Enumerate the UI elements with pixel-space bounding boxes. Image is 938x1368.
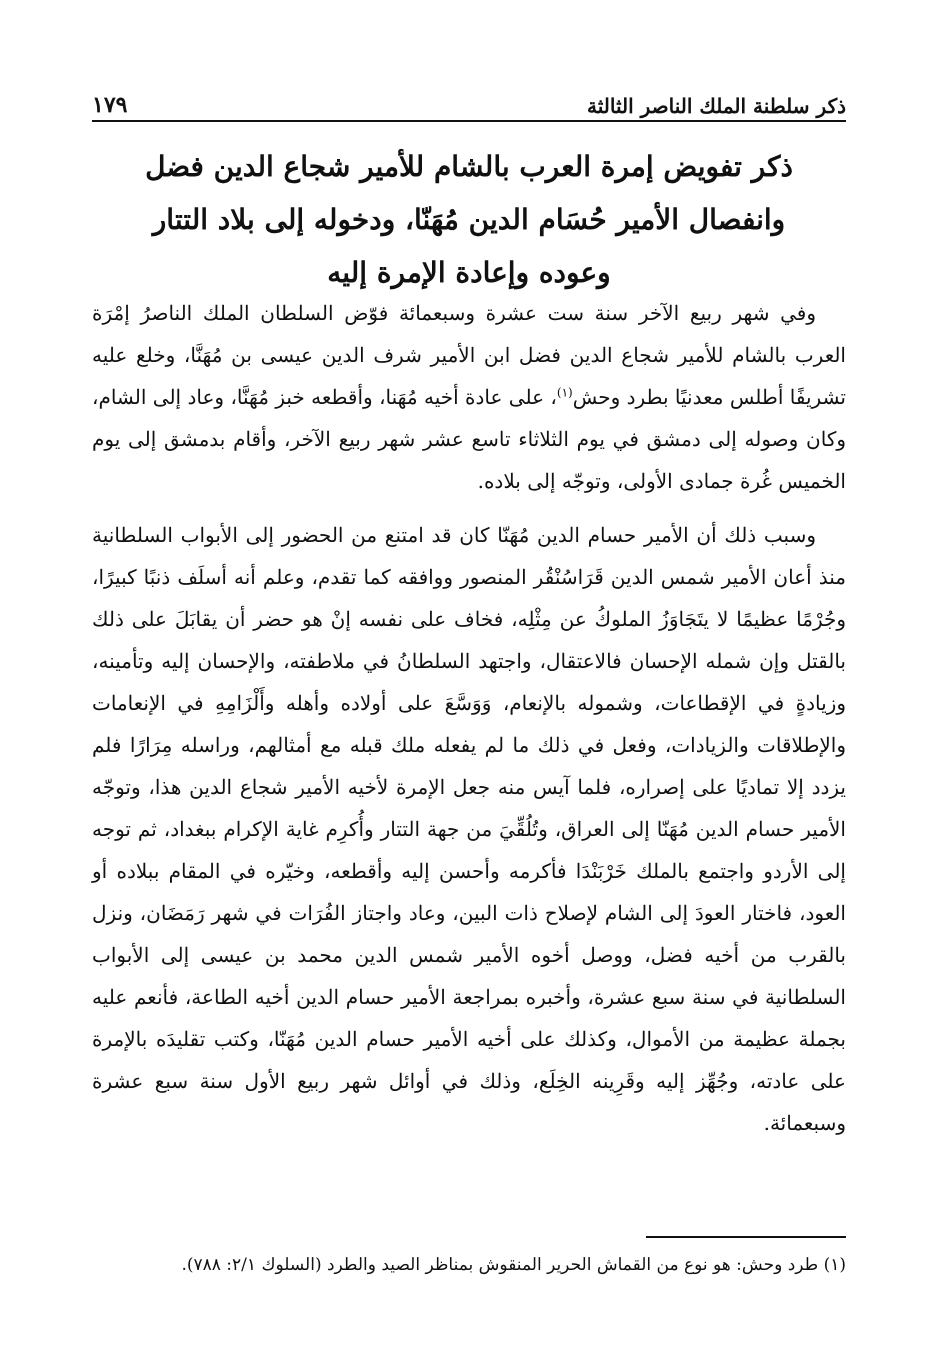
title-line: وعوده وإعادة الإمرة إليه (327, 256, 611, 289)
body-text (92, 292, 846, 1144)
section-title (110, 140, 828, 299)
running-title: ذكر سلطنة الملك الناصر الثالثة (587, 94, 846, 118)
page-number: ١٧٩ (92, 92, 128, 118)
header-rule (92, 120, 846, 122)
paragraph-text: وفي شهر ربيع الآخر سنة ست عشرة وسبعمائة فوّض السلطان الملك الناصرُ إمْرَة العرب بالشام للأمير شجاع الدين فضل ابن الأمير شرف الدين عيسى بن مُهَنَّا، وخلع عليه تشريفًا أطلس معدنيًا بطرد وحش (92, 301, 847, 409)
title-line: ذكر تفويض إمرة العرب بالشام للأمير شجاع الدين فضل (145, 150, 793, 183)
paragraph (92, 292, 846, 502)
title-line: وانفصال الأمير حُسَام الدين مُهَنّا، ودخوله إلى بلاد التتار (152, 203, 786, 236)
paragraph: وسبب ذلك أن الأمير حسام الدين مُهَنّا كان قد امتنع من الحضور إلى الأبواب السلطانية منذ أعان الأمير شمس الدين قَرَاسُنْقُر المنصور ووافقه كما تقدم، وعلم أنه أسلَف ذنبًا كبيرًا، وجُرْمًا عظيمًا لا يتَجَاوَزُ الملوكُ عن مِثْلِه، فخاف على نفسه إنْ هو حضر أن يقابَلَ على ذلك بالقتل وإن شمله الإحسان فالاعتقال، واجتهد السلطانُ في ملاطفته، والإحسان إليه وتأمينه، وزيادةٍ في الإقطاعات، وشموله بالإنعام، وَوَسَّعَ على أولاده وأهله وأَلْزَامِهِ في الإنعامات والإطلاقات والزيادات، وفعل في ذلك ما لم يفعله ملك قبله مع أمثالهم، وراسله مِرَارًا فلم يزدد إلا تماديًا على إصراره، فلما آيس منه جعل الإمرة لأخيه الأمير شجاع الدين هذا، وتوجّه الأمير حسام الدين مُهَنّا إلى العراق، وتُلُقِّيَ من جهة التتار وأُكرِم غاية الإكرام ببغداد، ثم توجه إلى الأردو واجتمع بالملك خَرْبَنْدَا فأكرمه وأحسن إليه وأقطعه، وخيّره في المقام ببلاده أو العود، فاختار العودَ إلى الشام لإصلاح ذات البين، وعاد واجتاز الفُرَات في شهر رَمَضَان، ونزل بالقرب من أخيه فضل، ووصل أخوه الأمير شمس الدين محمد بن عيسى إلى الأبواب السلطانية في سنة سبع عشرة، وأخبره بمراجعة الأمير حسام الدين أخيه الطاعة، فأنعم عليه بجملة عظيمة من الأموال، وكذلك على أخيه الأمير حسام الدين مُهَنّا، وكتب تقليدَه بالإمرة على عادته، وجُهِّز إليه وقَرِينه الخِلَع، وذلك في أوائل شهر ربيع الأول سنة سبع عشرة وسبعمائة. (92, 523, 846, 1135)
paragraph-text: ، على عادة أخيه مُهَنا، وأقطعه خبز مُهَنَّا، وعاد إلى الشام، وكان وصوله إلى دمشق في يوم الثلاثاء تاسع عشر شهر ربيع الآخر، وأقام بدمشق إلى يوم الخميس غُرة جمادى الأولى، وتوجّه إلى بلاده. (92, 385, 846, 493)
page-header (92, 82, 846, 118)
footnote-rule (646, 1236, 846, 1238)
footnote: (١) طرد وحش: هو نوع من القماش الحرير المنقوش بمناظر الصيد والطرد (السلوك ٢/١: ٧٨٨). (181, 1255, 846, 1275)
footnote-reference[interactable]: (١) (556, 385, 573, 400)
